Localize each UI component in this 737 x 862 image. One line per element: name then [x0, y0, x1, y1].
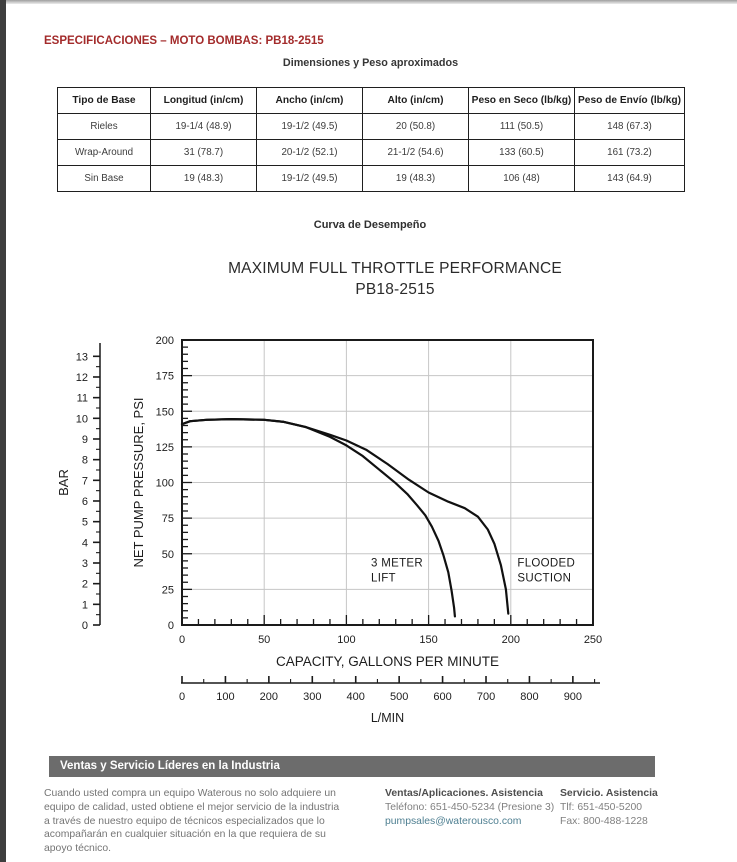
sales-email-link[interactable]: pumpsales@waterousco.com	[385, 816, 522, 827]
table-row	[58, 140, 685, 166]
service-heading: Servicio. Asistencia	[560, 788, 658, 799]
table-cell: 21-1/2 (54.6)	[363, 140, 469, 166]
bar-tick-label: 8	[81, 454, 88, 467]
curve-annotation: FLOODED SUCTION	[517, 557, 576, 585]
bar-tick-label: 1	[81, 599, 88, 612]
lmin-tick-label: 300	[303, 691, 322, 703]
lmin-tick-label: 900	[563, 691, 583, 703]
y-tick-label: 75	[161, 513, 174, 526]
footer-paragraph: Cuando usted compra un equipo Waterous no solo adquiere un equipo de calidad, usted obtiene el mejor servicio de la industria a través de nuestro equipo de técnicos especializados que lo acompañarán en cualquier situación en la que requiera de su apoyo técnico.	[44, 788, 340, 855]
bar-axis-title: BAR	[56, 469, 71, 496]
lmin-tick-label: 500	[389, 691, 409, 703]
x-tick-label: 250	[583, 634, 603, 646]
chart-title-line2: PB18-2515	[355, 281, 435, 298]
bar-tick-label: 12	[75, 371, 88, 384]
y-axis-title: NET PUMP PRESSURE, PSI	[131, 397, 146, 568]
footer-service-column	[560, 787, 710, 829]
footer-banner	[49, 756, 655, 777]
service-phone: Tlf: 651-450-5200	[560, 802, 643, 813]
page-left-edge	[0, 0, 6, 862]
table-cell: 111 (50.5)	[469, 114, 575, 140]
table-cell: Wrap-Around	[58, 140, 151, 166]
table-header-cell: Peso de Envío (lb/kg)	[575, 88, 685, 114]
spec-table	[57, 87, 685, 192]
x-tick-label: 200	[501, 634, 520, 646]
bar-tick-label: 10	[75, 413, 88, 426]
sales-phone: Teléfono: 651-450-5234 (Presione 3)	[385, 802, 555, 813]
table-cell: 143 (64.9)	[575, 166, 685, 192]
bar-tick-label: 0	[81, 620, 88, 632]
table-cell: 148 (67.3)	[575, 114, 685, 140]
table-header-cell: Longitud (in/cm)	[151, 88, 257, 114]
page-title: ESPECIFICACIONES – MOTO BOMBAS: PB18-2515	[44, 35, 324, 47]
bar-tick-label: 3	[81, 557, 88, 570]
table-cell: 19 (48.3)	[151, 166, 257, 192]
spec-table-body	[58, 114, 685, 192]
x-tick-label: 100	[337, 634, 356, 646]
table-cell: 19-1/2 (49.5)	[257, 114, 363, 140]
table-cell: 161 (73.2)	[575, 140, 685, 166]
table-header-cell: Peso en Seco (lb/kg)	[469, 88, 575, 114]
lmin-tick-label: 200	[259, 691, 279, 703]
bar-tick-label: 7	[81, 475, 88, 488]
chart-title	[45, 258, 737, 300]
table-header-row	[58, 88, 685, 114]
lmin-tick-label: 800	[520, 691, 539, 703]
y-tick-label: 125	[155, 441, 174, 454]
y-tick-label: 200	[155, 335, 174, 347]
y-tick-label: 50	[161, 548, 174, 561]
bar-tick-label: 13	[75, 351, 88, 364]
footer-sales-column	[385, 787, 560, 829]
bar-tick-label: 11	[76, 392, 88, 405]
table-row	[58, 166, 685, 192]
table-cell: Sin Base	[58, 166, 151, 192]
y-tick-label: 0	[167, 620, 174, 632]
bar-tick-label: 5	[81, 516, 88, 529]
table-header-cell: Alto (in/cm)	[363, 88, 469, 114]
bar-tick-label: 2	[81, 578, 88, 591]
table-cell: 20-1/2 (52.1)	[257, 140, 363, 166]
service-fax: Fax: 800-488-1228	[560, 816, 648, 827]
table-cell: 31 (78.7)	[151, 140, 257, 166]
table-cell: 19 (48.3)	[363, 166, 469, 192]
table-caption: Dimensiones y Peso aproximados	[282, 57, 459, 69]
x-tick-label: 150	[419, 634, 438, 646]
sales-heading: Ventas/Aplicaciones. Asistencia	[385, 788, 543, 799]
y-tick-label: 100	[155, 477, 174, 490]
table-header-cell: Ancho (in/cm)	[257, 88, 363, 114]
table-cell: 19-1/4 (48.9)	[151, 114, 257, 140]
y-tick-label: 175	[155, 370, 174, 383]
table-cell: Rieles	[58, 114, 151, 140]
x-axis-title: CAPACITY, GALLONS PER MINUTE	[275, 654, 500, 669]
performance-chart	[55, 325, 615, 735]
table-cell: 133 (60.5)	[469, 140, 575, 166]
x-tick-label: 0	[178, 634, 186, 646]
curve-flooded-suction	[182, 419, 508, 613]
lmin-tick-label: 100	[216, 691, 235, 703]
curve-section-heading: Curva de Desempeño	[313, 219, 427, 231]
y-tick-label: 150	[155, 406, 174, 419]
chart-title-line1: MAXIMUM FULL THROTTLE PERFORMANCE	[228, 260, 562, 277]
page-top-edge	[0, 0, 737, 4]
lmin-tick-label: 400	[346, 691, 365, 703]
y-tick-label: 25	[161, 584, 174, 597]
footer-banner-label: Ventas y Servicio Líderes en la Industria	[60, 760, 280, 772]
chart-svg	[55, 325, 615, 735]
table-cell: 106 (48)	[469, 166, 575, 192]
table-cell: 19-1/2 (49.5)	[257, 166, 363, 192]
table-row	[58, 114, 685, 140]
lmin-axis-title: L/MIN	[370, 711, 405, 725]
lmin-tick-label: 600	[433, 691, 452, 703]
curve-annotation: 3 METER LIFT	[371, 557, 424, 585]
table-header-cell: Tipo de Base	[58, 88, 151, 114]
bar-tick-label: 4	[81, 537, 88, 550]
bar-tick-label: 6	[81, 495, 88, 508]
x-tick-label: 50	[258, 634, 271, 646]
lmin-tick-label: 0	[178, 691, 186, 703]
spec-table-head	[58, 88, 685, 114]
table-cell: 20 (50.8)	[363, 114, 469, 140]
bar-tick-label: 9	[81, 433, 88, 446]
lmin-tick-label: 700	[476, 691, 496, 703]
